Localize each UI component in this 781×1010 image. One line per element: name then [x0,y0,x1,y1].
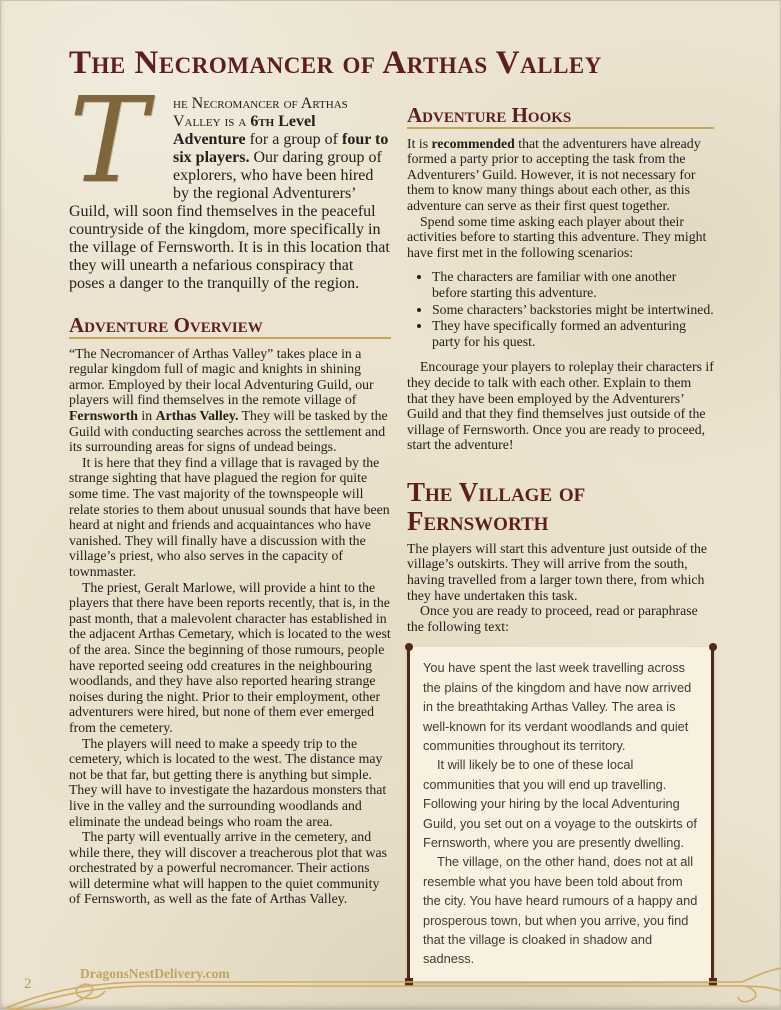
box-corner-dot [709,643,717,651]
text-segment: They will be tasked by the Guild with conducting searches across the settlement and its surrounding areas for signs of undead beings. [69,408,388,455]
text-segment: Arthas Valley. [155,408,239,424]
text-segment: The village, on the other hand, does not at all resemble what you have been told about from the city. You have heard rumours of a happy and prosperous town, but when you arrive, you find that the village is cloaked in shadow and sadness. [423,854,698,967]
paragraph [69,346,391,455]
page-number: 2 [24,976,32,992]
text-segment: You have spent the last week travelling across the plains of the kingdom and have now arrived in the breathtaking Arthas Valley. The area is well-known for its verdant woodlands and quiet communities throughout its territory. [423,660,692,753]
text-segment: “The Necromancer of Arthas Valley” takes place in a regular kingdom full of magic and knights in shining armor. Employed by their local Adventuring Guild, our players will find themselves in the remote village of [69,345,374,408]
adventure-hooks-body [407,136,714,261]
text-segment: It will likely be to one of these local communities that you will end up travelling. Following your hiring by the local Adventuring Guild, you set out on a voyage to the outskirts of Fernsworth, where you are presently dwelling. [423,757,697,850]
text-segment: It is [407,135,432,151]
text-segment: The players will need to make a speedy trip to the cemetery, which is located to the west. The distance may not be that far, but getting there is anything but simple. They will have to investigate the hazardous monsters that live in the valley and the surrounding woodlands and eliminate the undead beings who roam the area. [69,735,387,829]
paragraph [423,755,698,852]
text-segment: Encourage your players to roleplay their characters if they decide to talk with each other. Explain to them that they have been employed by the Adventurers’ Guild and that they find themselves just outside of the village of Fernsworth. Once you are ready to proceed, start the adventure! [407,359,714,453]
text-segment: The players will start this adventure just outside of the village’s outskirts. They will arrive from the south, having travelled from a larger town there, from which they have undertaken this task. [407,540,708,603]
paragraph [407,214,714,261]
text-segment: in [137,408,156,424]
text-segment: he Necromancer of Arthas Valley is a [173,94,348,130]
text-segment: The priest, Geralt Marlowe, will provide a hint to the players that there have been reports recently, that is, in the past month, that a malevolent character has established in the adjacent Arthas Cemetary, which is located to the west of the area. Since the beginning of those rumours, people have reported seeing odd creatures in the neighbouring woodlands, and they have also reported hearing strange noises during the night. Prior to their employment, other adventurers were hired, but none of them ever emerged from the cemetery. [69,579,391,735]
read-aloud-text [423,658,698,969]
text-segment: Spend some time asking each player about their activities before to starting this adventure. They might have first met in the following scenarios: [407,213,707,260]
text-segment: Fernsworth [69,408,138,424]
adventure-overview-body [69,346,391,907]
page-footer [0,935,781,1010]
left-column [69,70,391,907]
bullet-item: • They have specifically formed an adventuring party for his quest. [432,318,714,349]
paragraph [69,829,391,907]
paragraph [69,736,391,830]
page-title: The Necromancer of Arthas Valley [69,45,602,81]
adventure-hooks-body-after [407,359,714,453]
text-segment: Once you are ready to proceed, read or paraphrase the following text: [407,603,698,634]
read-aloud-box [407,647,714,982]
page-content [69,46,714,982]
hooks-bullet-list [407,269,714,349]
heading-adventure-hooks: Adventure Hooks [407,104,714,129]
text-segment: for a group of [245,130,343,148]
text-segment: It is here that they find a village that is ravaged by the strange sighting that have plagued the region for quite some time. The vast majority of the townspeople will relate stories to them about unusual sounds that have been heard at night and friends and acquaintances who have vanished. They will finally have a discussion with the village’s priest, who also serves in the capacity of townmaster. [69,454,390,579]
paragraph [423,658,698,755]
text-segment: recommended [431,135,515,151]
right-column [407,91,714,982]
text-segment: that the adventurers have already formed a party prior to accepting the task from the Adventurers’ Guild. However, it is not necessary for them to know many things about each other, as this adventure can serve as their first quest together. [407,135,701,214]
paragraph [69,580,391,736]
paragraph [407,136,714,214]
intro-paragraph [69,70,391,293]
text-segment: 6th [250,112,275,130]
bullet-item: • The characters are familiar with one another before starting this adventure. [432,269,714,300]
text-segment: four to six players. [173,130,389,166]
drop-cap-letter: T [69,70,148,209]
paragraph [69,455,391,580]
footer-site-text: DragonsNestDelivery.com [80,966,230,981]
text-segment: The party will eventually arrive in the cemetery, and while there, they will discover a treacherous plot that was orchestrated by a powerful necromancer. Their actions will determine what will happen to the quiet community of Fernsworth, as well as the fate of Arthas Valley. [69,829,387,907]
text-segment: Our daring group of explorers, who have been hired by the regional Adventurers’ Guild, will soon find themselves in the peaceful countryside of the kingdom, more specifically in the village of Fernsworth. It is in this location that they will unearth a nefarious conspiracy that poses a danger to the tranquilly of the region. [69,148,390,292]
paragraph [407,359,714,453]
paragraph [407,603,714,634]
bullet-item: • Some characters’ backstories might be intertwined. [432,302,714,318]
heading-village-of-fernsworth: The Village of Fernsworth [407,476,586,536]
text-segment: Level Adventure [173,112,316,148]
two-column-layout [69,70,714,982]
village-body [407,541,714,635]
box-corner-dot [405,643,413,651]
paragraph [407,541,714,603]
heading-adventure-overview: Adventure Overview [69,314,391,339]
